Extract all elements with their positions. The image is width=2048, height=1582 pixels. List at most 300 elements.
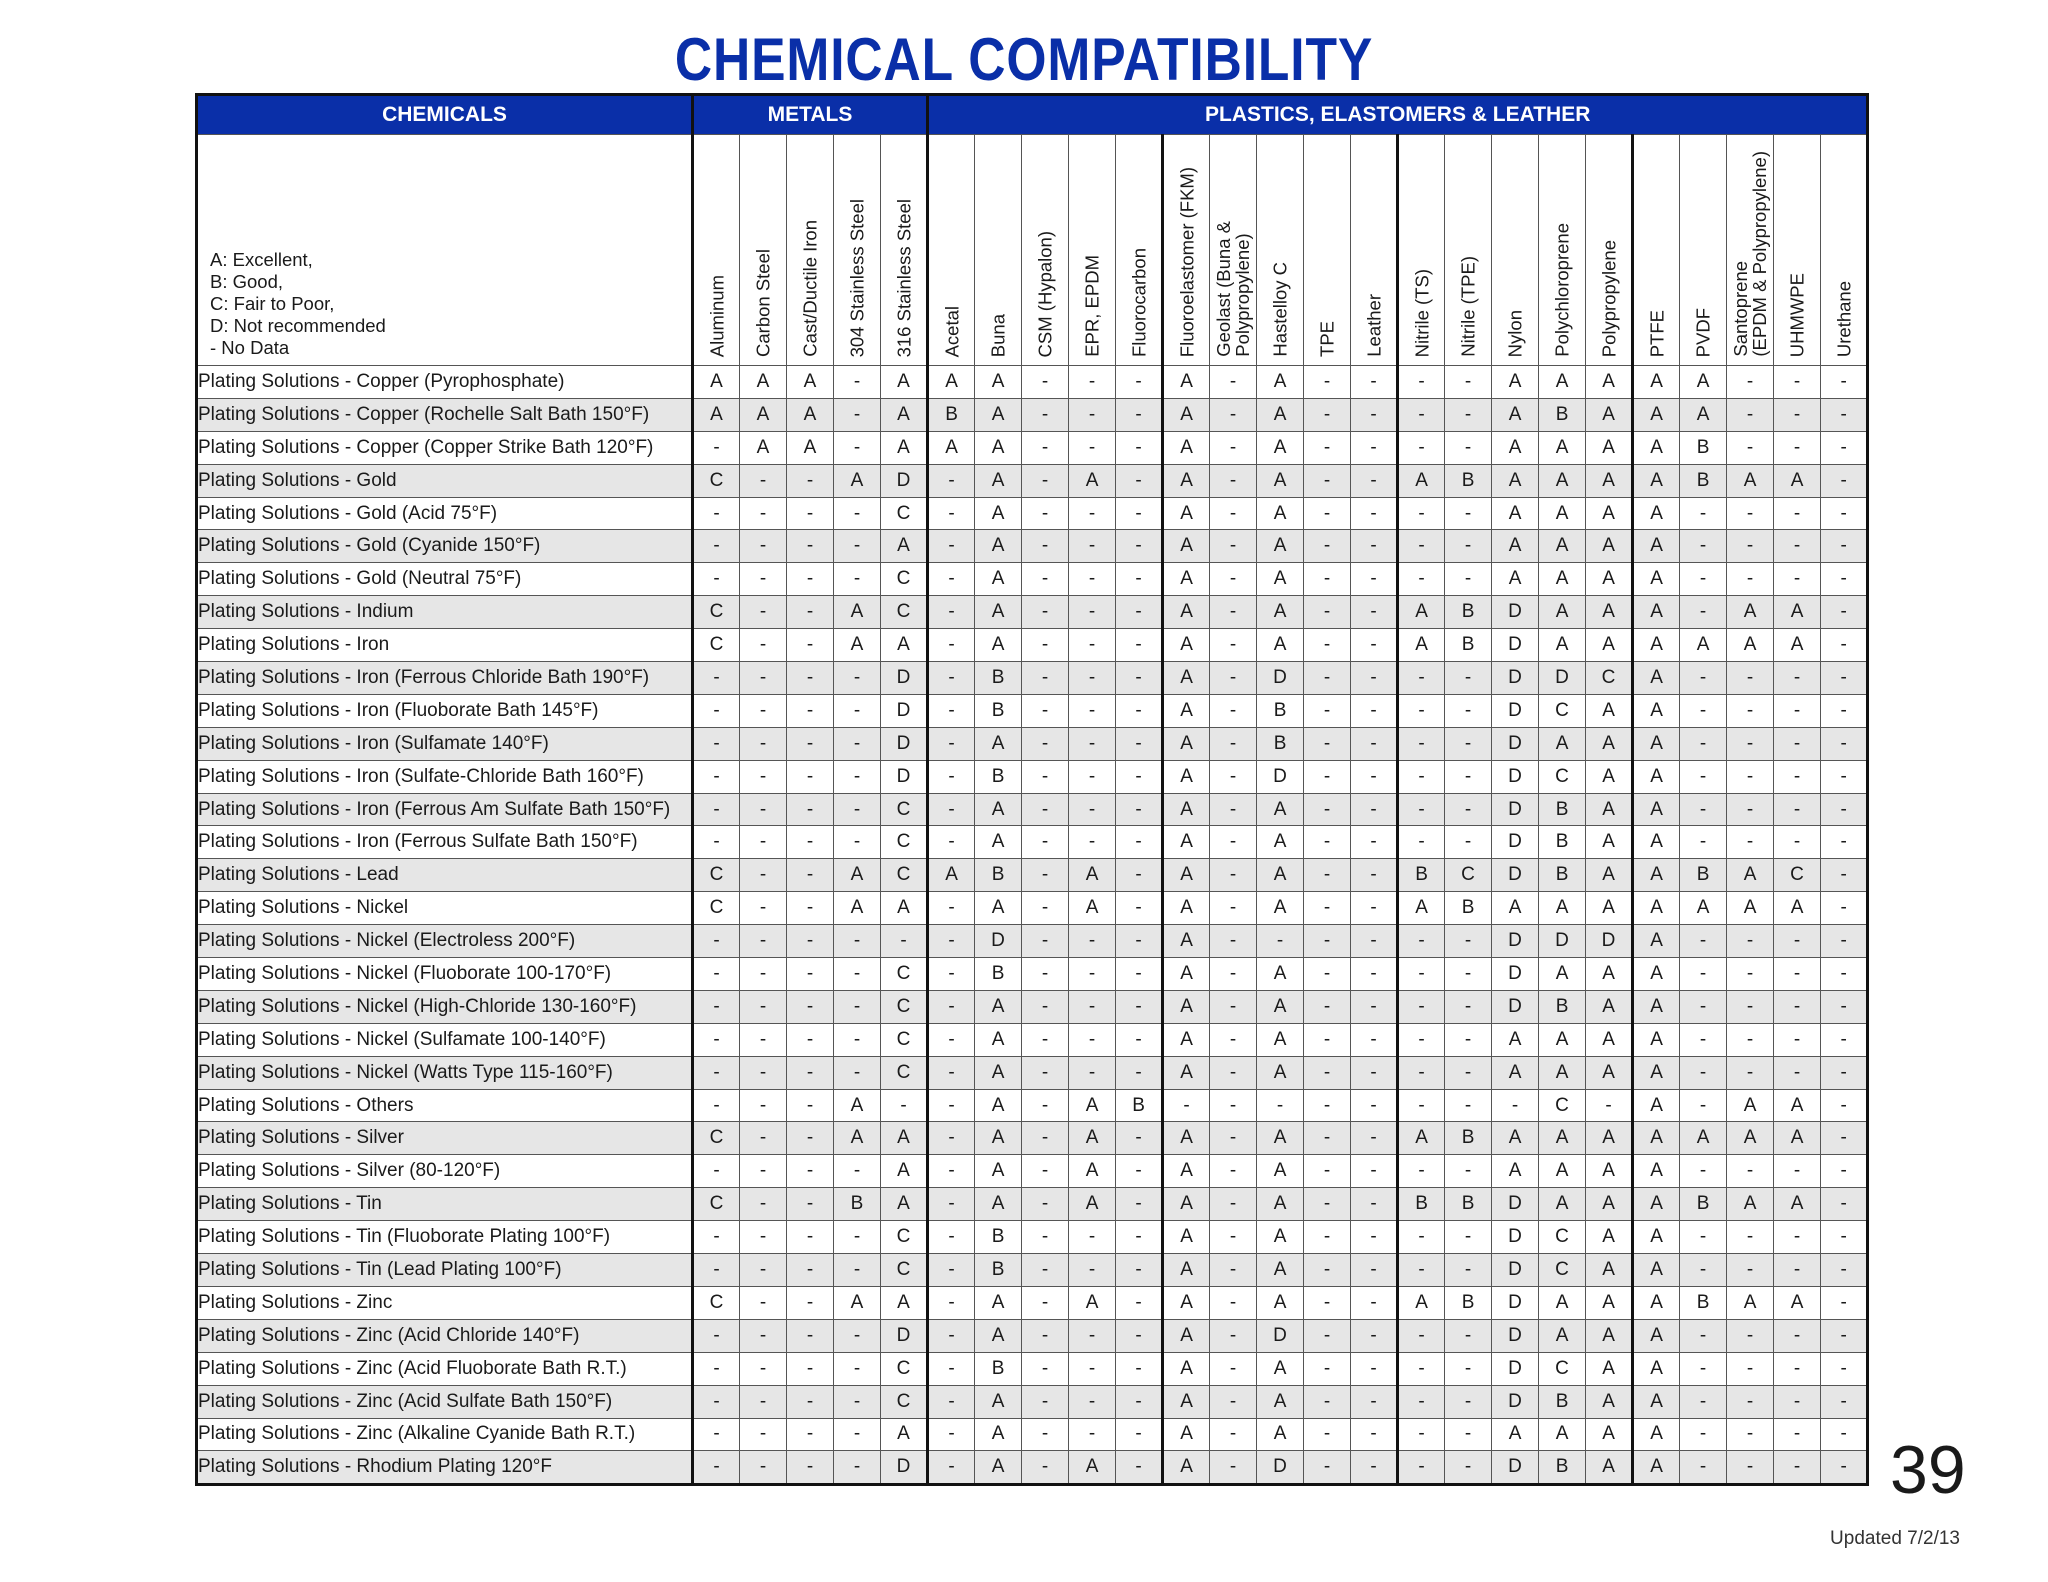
rating-cell: C (693, 892, 740, 925)
rating-cell: D (881, 694, 928, 727)
rating-cell: - (928, 1023, 975, 1056)
rating-cell: C (881, 958, 928, 991)
rating-cell: A (1680, 398, 1727, 431)
rating-cell: - (787, 563, 834, 596)
rating-cell: - (1727, 431, 1774, 464)
legend-line: D: Not recommended (210, 315, 386, 336)
rating-cell: - (1727, 1385, 1774, 1418)
rating-cell: - (928, 530, 975, 563)
rating-cell: - (1304, 727, 1351, 760)
rating-cell: - (1680, 1089, 1727, 1122)
group-chemicals: CHEMICALS (197, 95, 693, 135)
rating-cell: - (693, 662, 740, 695)
table-row (197, 497, 1868, 530)
material-header-row (197, 135, 1868, 366)
rating-cell: A (1586, 990, 1633, 1023)
rating-cell: - (1445, 1023, 1492, 1056)
rating-cell: - (928, 1221, 975, 1254)
rating-cell: - (1445, 760, 1492, 793)
rating-cell: - (1304, 1451, 1351, 1485)
rating-cell: C (881, 1352, 928, 1385)
material-header (1210, 135, 1257, 366)
rating-cell: A (1633, 1221, 1680, 1254)
rating-cell: A (1539, 1023, 1586, 1056)
rating-cell: A (975, 1319, 1022, 1352)
rating-cell: - (740, 760, 787, 793)
rating-cell: - (1774, 694, 1821, 727)
rating-cell: A (1633, 793, 1680, 826)
rating-cell: - (1022, 1418, 1069, 1451)
rating-cell: A (975, 1155, 1022, 1188)
rating-cell: - (1116, 1418, 1163, 1451)
rating-cell: - (1821, 1122, 1868, 1155)
rating-cell: - (1774, 1451, 1821, 1485)
rating-cell: - (1680, 1352, 1727, 1385)
rating-cell: - (1821, 1286, 1868, 1319)
rating-cell: A (1586, 727, 1633, 760)
rating-cell: - (1069, 563, 1116, 596)
rating-cell: A (1069, 859, 1116, 892)
rating-cell: - (787, 1451, 834, 1485)
rating-cell: - (1116, 431, 1163, 464)
material-header (1304, 135, 1351, 366)
rating-cell: - (1069, 398, 1116, 431)
rating-cell: - (693, 727, 740, 760)
rating-cell: - (740, 629, 787, 662)
rating-cell: A (928, 859, 975, 892)
rating-cell: A (1680, 366, 1727, 399)
rating-cell: - (1022, 990, 1069, 1023)
rating-cell: - (1351, 1122, 1398, 1155)
rating-cell: - (1069, 530, 1116, 563)
rating-cell: - (1774, 1319, 1821, 1352)
rating-cell: B (1539, 1451, 1586, 1485)
rating-cell: - (1304, 431, 1351, 464)
rating-cell: D (1257, 662, 1304, 695)
rating-cell: A (1257, 1385, 1304, 1418)
rating-cell: A (975, 596, 1022, 629)
page-number: 39 (1890, 1432, 1966, 1508)
rating-cell: - (1821, 398, 1868, 431)
material-label: Buna (987, 313, 1009, 357)
rating-cell: A (1163, 793, 1210, 826)
rating-cell: - (1351, 662, 1398, 695)
rating-cell: A (881, 530, 928, 563)
rating-cell: A (975, 727, 1022, 760)
rating-cell: - (787, 1056, 834, 1089)
rating-cell: A (1539, 431, 1586, 464)
rating-cell: - (881, 925, 928, 958)
rating-cell: - (928, 662, 975, 695)
rating-cell: - (1022, 859, 1069, 892)
rating-cell: - (1680, 694, 1727, 727)
rating-cell: - (740, 1286, 787, 1319)
rating-cell: - (834, 1418, 881, 1451)
rating-cell: - (1210, 859, 1257, 892)
material-label: Fluoroelastomer (FKM) (1176, 166, 1198, 357)
rating-cell: - (1351, 1023, 1398, 1056)
rating-cell: A (1539, 530, 1586, 563)
material-header (881, 135, 928, 366)
rating-cell: A (1163, 398, 1210, 431)
rating-cell: B (1539, 398, 1586, 431)
rating-cell: A (1539, 1056, 1586, 1089)
table-row (197, 1286, 1868, 1319)
rating-cell: - (740, 925, 787, 958)
rating-cell: D (1492, 760, 1539, 793)
material-label: Nitrile (TS) (1411, 268, 1433, 357)
rating-cell: A (975, 431, 1022, 464)
rating-cell: - (1304, 1385, 1351, 1418)
rating-cell: - (1398, 563, 1445, 596)
rating-cell: A (1257, 629, 1304, 662)
rating-cell: A (1257, 398, 1304, 431)
rating-cell: A (834, 464, 881, 497)
rating-cell: - (1022, 1155, 1069, 1188)
rating-cell: A (1727, 596, 1774, 629)
rating-cell: A (1727, 1089, 1774, 1122)
rating-cell: - (1821, 1188, 1868, 1221)
rating-cell: D (1492, 859, 1539, 892)
rating-cell: A (975, 892, 1022, 925)
rating-cell: - (787, 1155, 834, 1188)
table-row (197, 1056, 1868, 1089)
material-header (1022, 135, 1069, 366)
rating-cell: - (740, 1352, 787, 1385)
rating-cell: - (1210, 398, 1257, 431)
rating-cell: - (1210, 464, 1257, 497)
rating-cell: A (1163, 727, 1210, 760)
material-header (1398, 135, 1445, 366)
rating-cell: D (1586, 925, 1633, 958)
rating-cell: - (1727, 925, 1774, 958)
rating-cell: A (1539, 958, 1586, 991)
material-header (1116, 135, 1163, 366)
rating-cell: A (1069, 1122, 1116, 1155)
rating-cell: A (1633, 366, 1680, 399)
rating-cell: - (1116, 1122, 1163, 1155)
rating-cell: - (1257, 925, 1304, 958)
rating-cell: - (1304, 1286, 1351, 1319)
rating-cell: A (881, 1286, 928, 1319)
rating-cell: B (1680, 859, 1727, 892)
rating-cell: - (1398, 1418, 1445, 1451)
rating-cell: - (1069, 1023, 1116, 1056)
rating-cell: A (928, 366, 975, 399)
rating-cell: - (1680, 530, 1727, 563)
rating-cell: - (1445, 1319, 1492, 1352)
rating-cell: A (1069, 464, 1116, 497)
rating-cell: - (1398, 793, 1445, 826)
rating-cell: - (1116, 629, 1163, 662)
rating-cell: D (1492, 990, 1539, 1023)
rating-cell: - (1445, 990, 1492, 1023)
rating-cell: - (1821, 1089, 1868, 1122)
rating-cell: - (1727, 727, 1774, 760)
rating-cell: - (1680, 1023, 1727, 1056)
rating-cell: A (1633, 629, 1680, 662)
rating-cell: - (1445, 1089, 1492, 1122)
rating-cell: - (1351, 1188, 1398, 1221)
rating-cell: - (1069, 1418, 1116, 1451)
rating-cell: - (928, 1286, 975, 1319)
rating-cell: B (1539, 793, 1586, 826)
rating-cell: - (740, 990, 787, 1023)
rating-cell: A (975, 1418, 1022, 1451)
rating-cell: - (1069, 990, 1116, 1023)
rating-cell: B (1445, 596, 1492, 629)
rating-cell: - (1304, 1188, 1351, 1221)
rating-cell: - (1445, 1155, 1492, 1188)
rating-cell: - (1069, 958, 1116, 991)
rating-cell: - (1304, 1122, 1351, 1155)
rating-cell: A (1633, 760, 1680, 793)
rating-cell: - (693, 563, 740, 596)
rating-cell: - (1069, 366, 1116, 399)
legend-line: - No Data (210, 337, 290, 358)
rating-cell: A (834, 596, 881, 629)
rating-cell: - (1774, 826, 1821, 859)
rating-cell: - (1210, 1385, 1257, 1418)
chemical-name: Plating Solutions - Zinc (Alkaline Cyanide Bath R.T.) (197, 1418, 693, 1451)
rating-cell: A (881, 1122, 928, 1155)
rating-cell: - (928, 563, 975, 596)
chemical-name: Plating Solutions - Others (197, 1089, 693, 1122)
rating-cell: - (928, 1089, 975, 1122)
rating-cell: - (1351, 1286, 1398, 1319)
rating-cell: - (1445, 1418, 1492, 1451)
rating-cell: - (1351, 1352, 1398, 1385)
rating-cell: A (1680, 629, 1727, 662)
rating-cell: A (1774, 1286, 1821, 1319)
rating-cell: A (1633, 497, 1680, 530)
rating-cell: - (1821, 990, 1868, 1023)
rating-cell: - (1821, 1451, 1868, 1485)
rating-cell: A (881, 398, 928, 431)
rating-cell: - (787, 958, 834, 991)
rating-cell: A (1633, 859, 1680, 892)
rating-cell: - (1022, 662, 1069, 695)
rating-cell: - (1445, 1352, 1492, 1385)
chemical-name: Plating Solutions - Silver (80-120°F) (197, 1155, 693, 1188)
rating-cell: B (1445, 464, 1492, 497)
rating-cell: - (1304, 990, 1351, 1023)
table-row (197, 1023, 1868, 1056)
chemical-name: Plating Solutions - Nickel (Fluoborate 100-170°F) (197, 958, 693, 991)
rating-cell: - (1680, 563, 1727, 596)
rating-cell: A (975, 1089, 1022, 1122)
chemical-name: Plating Solutions - Gold (Acid 75°F) (197, 497, 693, 530)
material-header (1492, 135, 1539, 366)
rating-cell: A (1586, 1319, 1633, 1352)
material-label: EPR, EPDM (1081, 255, 1103, 357)
material-label: TPE (1316, 321, 1338, 357)
rating-cell: - (1210, 1221, 1257, 1254)
rating-cell: - (1680, 1155, 1727, 1188)
rating-cell: - (1821, 629, 1868, 662)
rating-cell: A (834, 629, 881, 662)
rating-cell: - (1351, 431, 1398, 464)
rating-cell: A (1633, 530, 1680, 563)
rating-cell: - (740, 662, 787, 695)
rating-cell: - (1680, 1385, 1727, 1418)
rating-cell: - (1069, 694, 1116, 727)
chemical-name: Plating Solutions - Nickel (Electroless 200°F) (197, 925, 693, 958)
rating-cell: A (1586, 859, 1633, 892)
rating-cell: - (1210, 1155, 1257, 1188)
rating-cell: - (834, 662, 881, 695)
table-row (197, 1451, 1868, 1485)
table-row (197, 826, 1868, 859)
material-label: UHMWPE (1786, 272, 1808, 357)
rating-cell: B (1398, 859, 1445, 892)
group-metals: METALS (693, 95, 928, 135)
rating-cell: A (975, 1188, 1022, 1221)
rating-cell: - (1210, 431, 1257, 464)
rating-cell: - (1116, 497, 1163, 530)
rating-cell: A (1492, 563, 1539, 596)
rating-cell: - (1445, 1221, 1492, 1254)
material-header (1586, 135, 1633, 366)
rating-cell: A (787, 366, 834, 399)
rating-cell: A (1163, 1286, 1210, 1319)
rating-cell: D (881, 1451, 928, 1485)
rating-cell: A (1163, 760, 1210, 793)
rating-cell: B (1539, 859, 1586, 892)
rating-cell: A (1586, 563, 1633, 596)
rating-cell: - (1022, 366, 1069, 399)
material-label: Cast/Ductile Iron (799, 220, 821, 357)
rating-cell: C (1539, 1254, 1586, 1287)
rating-cell: A (928, 431, 975, 464)
rating-cell: A (975, 497, 1022, 530)
rating-cell: B (975, 1352, 1022, 1385)
rating-cell: - (740, 530, 787, 563)
rating-cell: - (1304, 892, 1351, 925)
rating-cell: - (1210, 596, 1257, 629)
rating-cell: - (740, 1023, 787, 1056)
rating-cell: A (1257, 892, 1304, 925)
rating-cell: - (1774, 497, 1821, 530)
rating-cell: A (1492, 892, 1539, 925)
rating-cell: A (1586, 1451, 1633, 1485)
rating-cell: A (1257, 1122, 1304, 1155)
chemical-name: Plating Solutions - Tin (Lead Plating 100°F) (197, 1254, 693, 1287)
rating-cell: A (1539, 1319, 1586, 1352)
rating-cell: - (834, 530, 881, 563)
rating-cell: D (1492, 1188, 1539, 1221)
rating-cell: - (1727, 366, 1774, 399)
rating-cell: A (1257, 1352, 1304, 1385)
rating-cell: A (1257, 464, 1304, 497)
rating-cell: A (1163, 563, 1210, 596)
rating-cell: A (1774, 1089, 1821, 1122)
rating-cell: A (1539, 1188, 1586, 1221)
legend-line: A: Excellent, (210, 249, 313, 270)
rating-cell: A (1539, 892, 1586, 925)
rating-cell: A (1257, 1418, 1304, 1451)
rating-cell: - (1116, 727, 1163, 760)
rating-cell: D (881, 727, 928, 760)
rating-cell: D (1492, 1385, 1539, 1418)
rating-cell: - (1351, 694, 1398, 727)
rating-cell: - (1821, 793, 1868, 826)
rating-cell: - (787, 892, 834, 925)
rating-cell: A (1586, 464, 1633, 497)
rating-cell: - (1445, 1056, 1492, 1089)
rating-cell: - (1727, 530, 1774, 563)
rating-cell: - (787, 530, 834, 563)
material-header (1257, 135, 1304, 366)
updated-date: Updated 7/2/13 (1830, 1528, 1960, 1549)
rating-cell: A (1633, 694, 1680, 727)
rating-cell: A (1257, 596, 1304, 629)
rating-cell: - (1210, 1254, 1257, 1287)
rating-cell: - (693, 760, 740, 793)
rating-cell: - (834, 958, 881, 991)
rating-cell: A (1539, 366, 1586, 399)
rating-cell: - (1069, 1385, 1116, 1418)
rating-cell: - (740, 892, 787, 925)
chemical-name: Plating Solutions - Copper (Pyrophosphate) (197, 366, 693, 399)
rating-cell: A (1586, 629, 1633, 662)
rating-cell: - (1116, 662, 1163, 695)
rating-cell: D (881, 662, 928, 695)
rating-cell: A (1774, 1122, 1821, 1155)
rating-cell: - (1351, 1221, 1398, 1254)
rating-cell: - (834, 727, 881, 760)
rating-cell: A (1633, 1385, 1680, 1418)
rating-cell: - (1351, 629, 1398, 662)
rating-cell: - (1774, 793, 1821, 826)
rating-cell: A (975, 530, 1022, 563)
rating-cell: C (881, 497, 928, 530)
table-row (197, 760, 1868, 793)
rating-cell: B (1257, 694, 1304, 727)
rating-cell: A (1257, 431, 1304, 464)
rating-cell: A (1633, 1056, 1680, 1089)
rating-cell: - (740, 826, 787, 859)
rating-cell: - (928, 1122, 975, 1155)
table-row (197, 1188, 1868, 1221)
material-label: Urethane (1833, 280, 1855, 357)
rating-cell: A (1633, 826, 1680, 859)
rating-cell: C (1539, 760, 1586, 793)
rating-cell: - (740, 694, 787, 727)
rating-cell: A (1163, 530, 1210, 563)
rating-cell: - (1304, 793, 1351, 826)
rating-cell: A (975, 464, 1022, 497)
rating-cell: A (1257, 1188, 1304, 1221)
rating-cell: - (740, 1056, 787, 1089)
rating-cell: C (693, 1188, 740, 1221)
material-header (975, 135, 1022, 366)
rating-cell: - (1304, 694, 1351, 727)
rating-cell: - (1351, 958, 1398, 991)
rating-cell: A (1633, 1188, 1680, 1221)
rating-cell: - (787, 596, 834, 629)
table-row (197, 793, 1868, 826)
rating-cell: - (1727, 990, 1774, 1023)
rating-cell: - (1445, 563, 1492, 596)
rating-cell: B (1445, 1122, 1492, 1155)
rating-cell: - (834, 826, 881, 859)
rating-cell: - (1210, 662, 1257, 695)
rating-cell: - (740, 1451, 787, 1485)
rating-cell: - (1774, 990, 1821, 1023)
rating-cell: D (1492, 1451, 1539, 1485)
chemical-name: Plating Solutions - Zinc (197, 1286, 693, 1319)
